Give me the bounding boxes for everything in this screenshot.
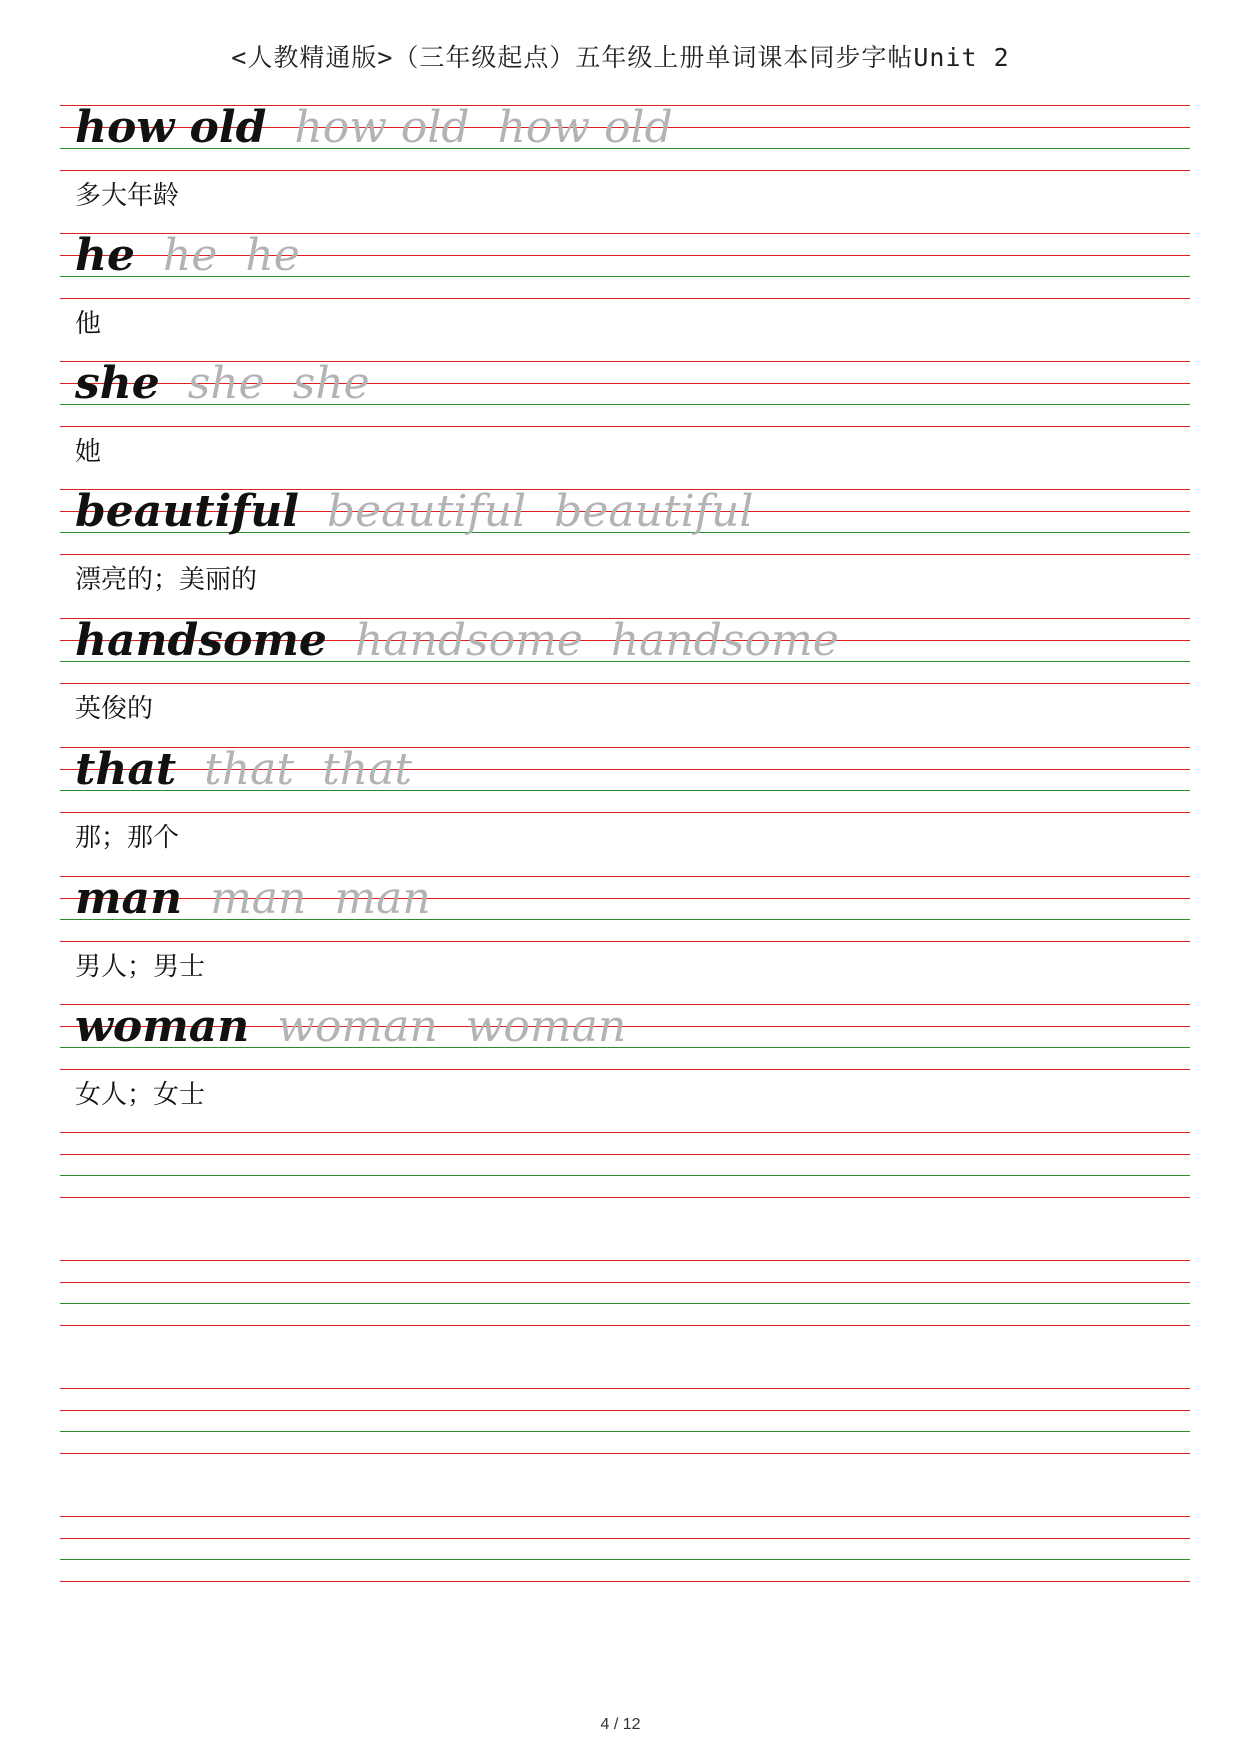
word-meaning: 那；那个 — [75, 823, 180, 853]
guide-line — [60, 1154, 1190, 1155]
vocab-word: man — [75, 873, 183, 924]
guide-line — [60, 941, 1190, 942]
word-meaning: 女人；女士 — [75, 1080, 206, 1110]
word-row — [75, 606, 839, 676]
vocab-word: beautiful — [75, 486, 299, 537]
word-meaning: 她 — [75, 437, 102, 467]
trace-word: beautiful — [326, 486, 527, 537]
practice-block — [60, 615, 1190, 748]
trace-word: how old — [294, 102, 470, 153]
guide-line — [60, 683, 1190, 684]
vocab-word: handsome — [75, 615, 327, 666]
empty-practice-block — [60, 1388, 1190, 1518]
guide-line — [60, 170, 1190, 171]
practice-block — [60, 230, 1190, 363]
word-row — [75, 221, 300, 291]
word-row — [75, 477, 753, 547]
trace-word: man — [210, 873, 307, 924]
baseline — [60, 1175, 1190, 1176]
word-meaning: 英俊的 — [75, 694, 154, 724]
practice-block — [60, 102, 1190, 235]
guide-line — [60, 298, 1190, 299]
vocab-word: woman — [75, 1001, 250, 1052]
word-row — [75, 864, 431, 934]
vocab-word: she — [75, 358, 160, 409]
word-row — [75, 349, 370, 419]
practice-block — [60, 358, 1190, 491]
practice-block — [60, 873, 1190, 1006]
empty-practice-block — [60, 1132, 1190, 1262]
trace-word: she — [292, 358, 370, 409]
trace-word: that — [204, 744, 295, 795]
guide-line — [60, 1260, 1190, 1261]
baseline — [60, 1303, 1190, 1304]
word-meaning: 他 — [75, 309, 102, 339]
guide-line — [60, 812, 1190, 813]
guide-line — [60, 1581, 1190, 1582]
practice-block — [60, 1001, 1190, 1134]
guide-line — [60, 1388, 1190, 1389]
baseline — [60, 1431, 1190, 1432]
guide-line — [60, 1538, 1190, 1539]
guide-line — [60, 426, 1190, 427]
page-number: 4 / 12 — [600, 1716, 641, 1733]
word-row — [75, 93, 673, 163]
vocab-word: that — [75, 744, 177, 795]
trace-word: beautiful — [554, 486, 754, 537]
vocab-word: he — [75, 230, 135, 281]
page-title: <人教精通版>（三年级起点）五年级上册单词课本同步字帖Unit 2 — [231, 43, 1010, 72]
trace-word: handsome — [610, 615, 839, 666]
trace-word: she — [187, 358, 265, 409]
word-row — [75, 992, 626, 1062]
word-meaning: 男人；男士 — [75, 952, 206, 982]
guide-line — [60, 554, 1190, 555]
trace-word: woman — [465, 1001, 627, 1052]
trace-word: woman — [277, 1001, 438, 1052]
empty-practice-block — [60, 1516, 1190, 1646]
trace-word: man — [334, 873, 431, 924]
word-row — [75, 735, 412, 805]
practice-block — [60, 486, 1190, 619]
guide-line — [60, 1516, 1190, 1517]
trace-word: he — [162, 230, 218, 281]
practice-block — [60, 744, 1190, 877]
trace-word: handsome — [354, 615, 583, 666]
guide-line — [60, 1453, 1190, 1454]
guide-line — [60, 1282, 1190, 1283]
guide-line — [60, 1197, 1190, 1198]
word-meaning: 漂亮的；美丽的 — [75, 565, 258, 595]
empty-practice-block — [60, 1260, 1190, 1390]
trace-word: that — [322, 744, 413, 795]
word-meaning: 多大年龄 — [75, 181, 180, 211]
guide-line — [60, 1069, 1190, 1070]
trace-word: he — [245, 230, 300, 281]
baseline — [60, 1559, 1190, 1560]
guide-line — [60, 1325, 1190, 1326]
trace-word: how old — [497, 102, 673, 153]
guide-line — [60, 1410, 1190, 1411]
guide-line — [60, 1132, 1190, 1133]
vocab-word: how old — [75, 102, 267, 153]
